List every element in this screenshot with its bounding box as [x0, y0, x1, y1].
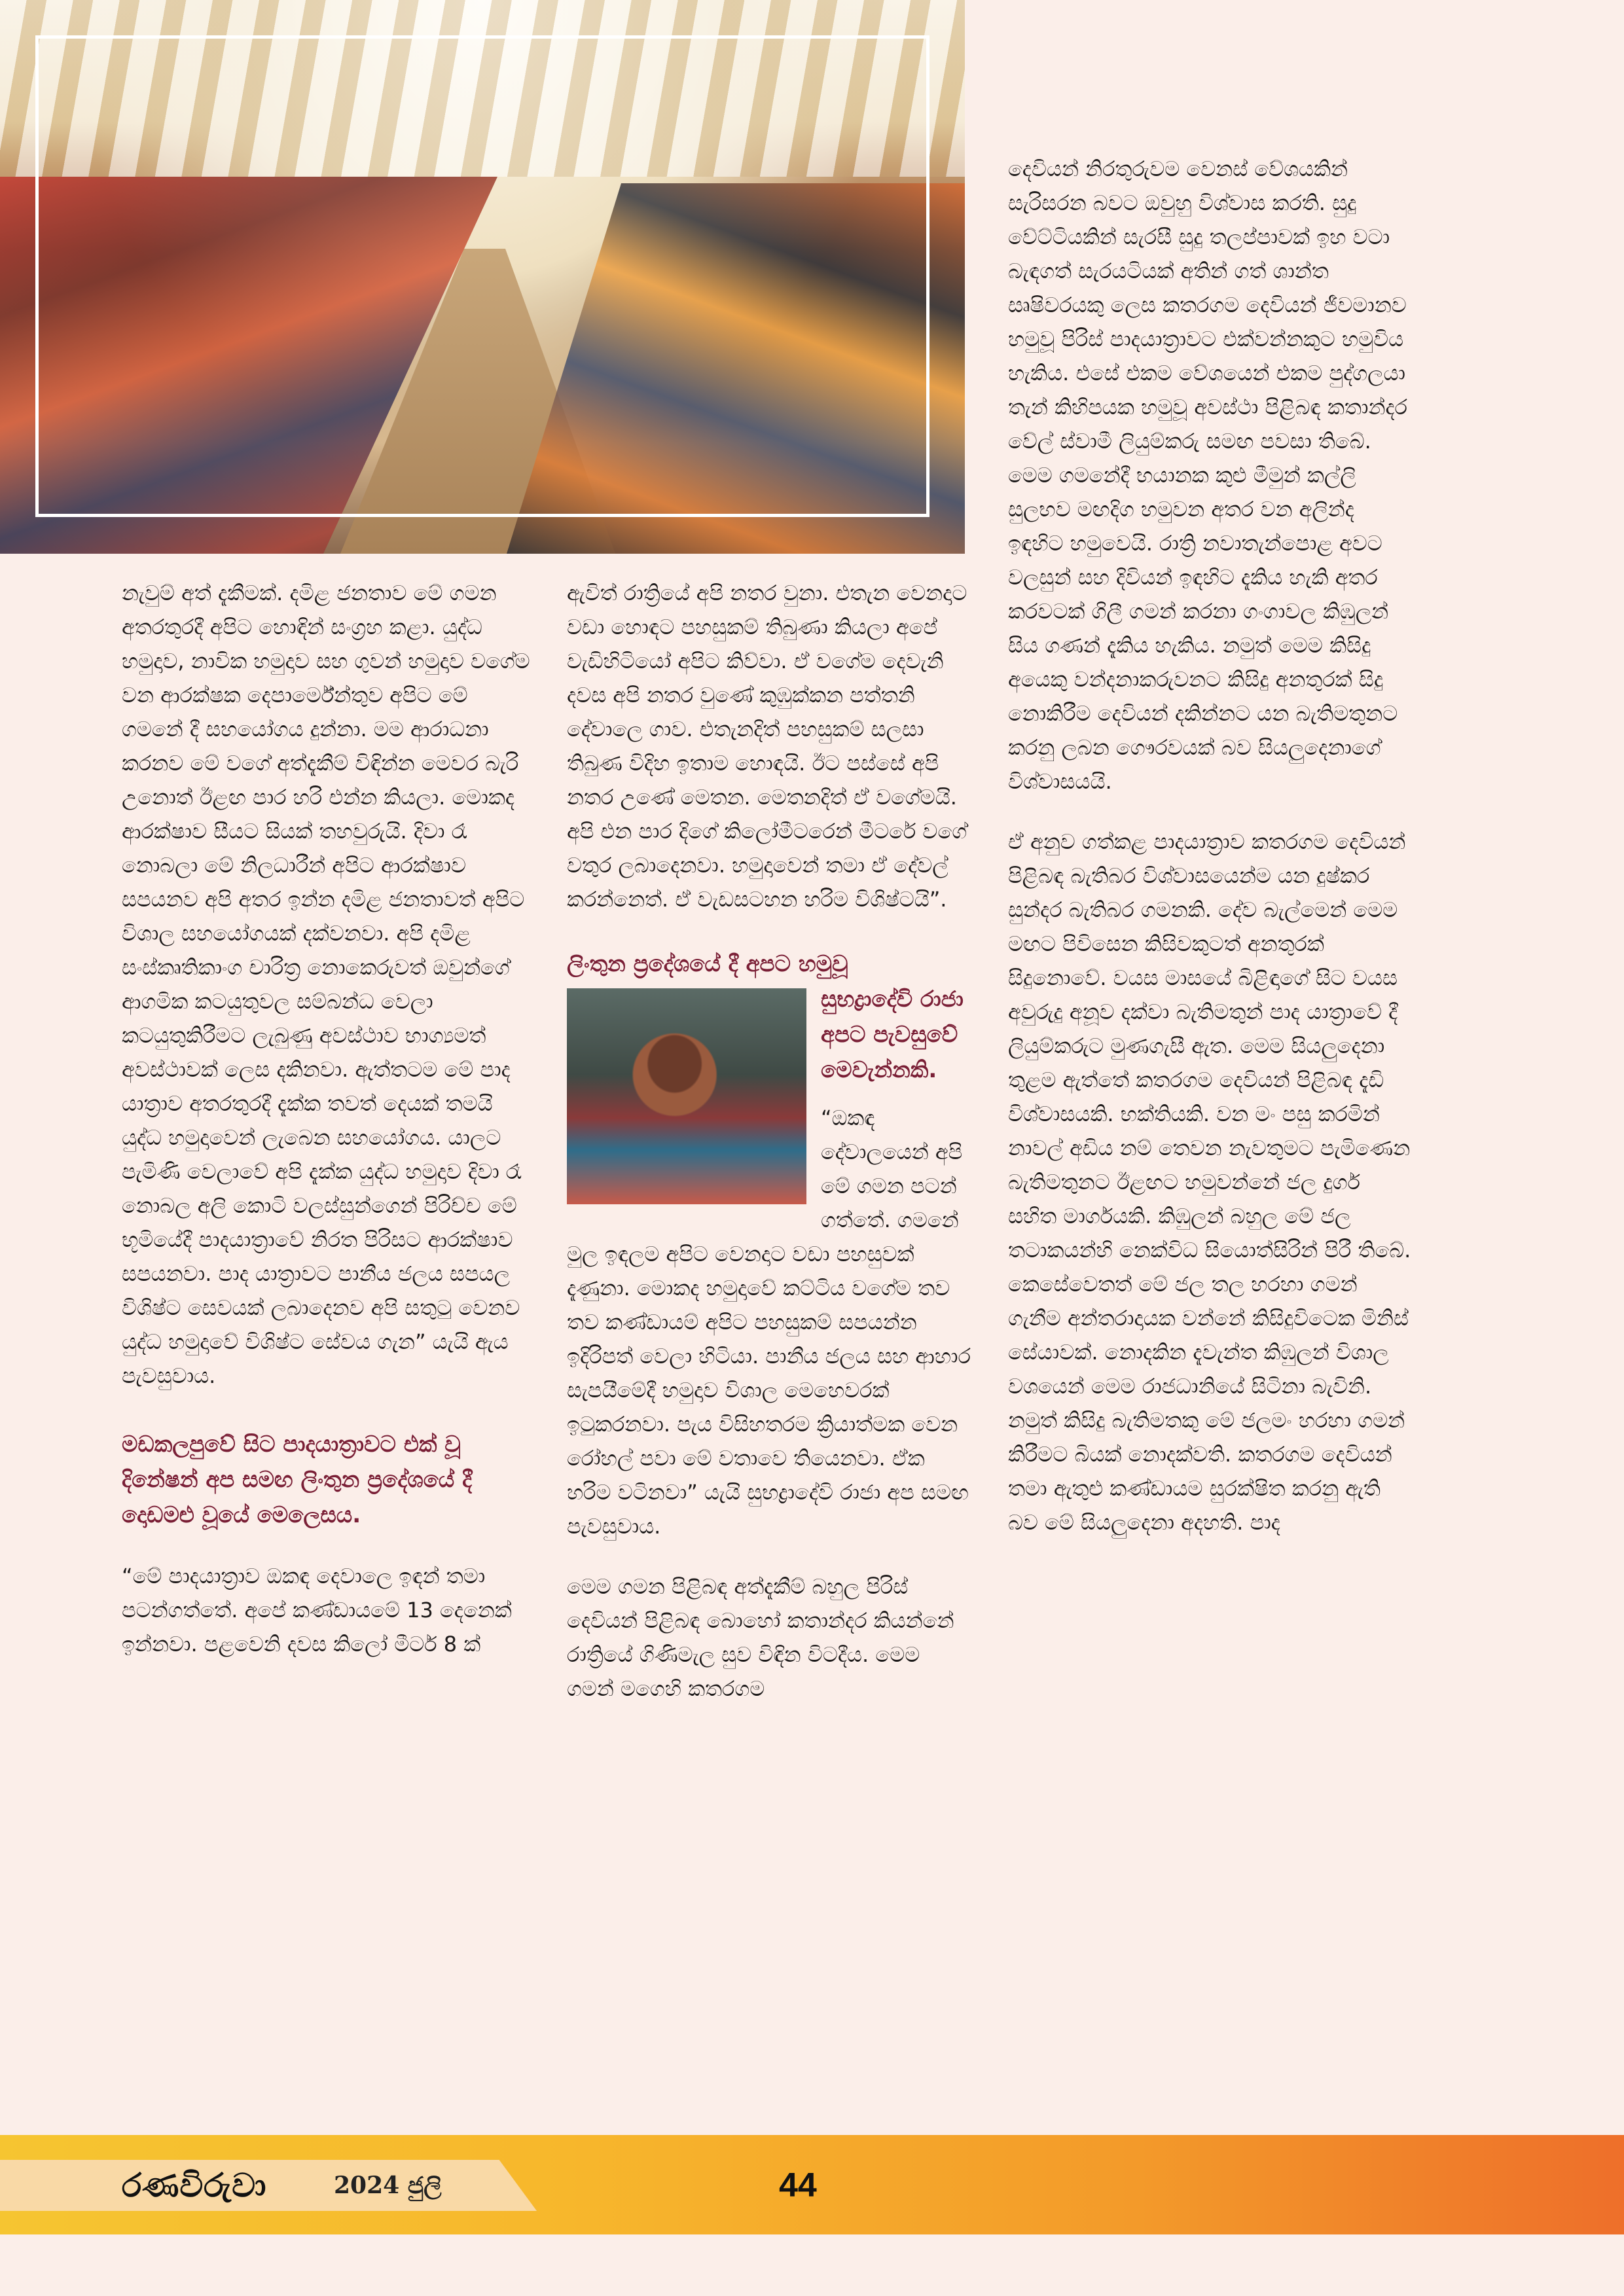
- column-3: [1008, 152, 1414, 1539]
- footer-tab: [0, 2160, 537, 2211]
- col2-paragraph-2: මෙම ගමන පිළිබඳ අත්දැකීම් බහුල පිරිස් දෙවියන් පිළිබඳ බොහෝ කතාන්දර කියන්නේ රාත්‍රියේ ගිණිමැල සුව විඳින විටදීය. මෙම ගමන් මගෙහි කතරගම: [567, 1574, 954, 1701]
- issue-date: 2024 ජුලි: [334, 2172, 442, 2199]
- magazine-logo: රණවිරුවා: [122, 2166, 267, 2204]
- photo-frame: [35, 35, 929, 517]
- col2-portrait-block: [567, 982, 973, 1543]
- col2-quote: “ඔකඳ දේවාලයෙන් අපි මේ ගමන පටන් ගත්තේ. ගමනේ මුල ඉඳලම අපිට වෙනදාට වඩා පහසුවක් දැණුනා. මොකද හමුදාවේ කට්ටිය වගේම තව තව කණ්ඩායම් අපිට පහසුකම් සපයන්න ඉදිරිපත් වෙලා හිටියා. පානීය ජලය සහ ආහාර සැපයීමේදී හමුදාව විශාල මෙහෙවරක් ඉටුකරනවා. පැය විසිහතරම ක්‍රියාත්මක වෙන රෝහල් පවා මේ වතාවෙ තියෙනවා. ඒක හරිම වටිනවා” යැයි සුභද්‍රාදේවි රාජා අප සමඟ පැවසුවාය.: [567, 1105, 971, 1539]
- page-number: 44: [779, 2166, 817, 2204]
- col2-subheading-rest: සුභද්‍රාදේවි රාජා අපට පැවසුවේ මෙවැන්නකි.: [821, 986, 964, 1083]
- column-1: [122, 576, 534, 1661]
- col1-paragraph-1: නැවුම් අත් දැකීමක්. දමිළ ජනතාව මේ ගමන අතරතුරදී අපිට හොඳින් සංග්‍රහ කළා. යුද්ධ හමුදාව, නාවික හමුදාව සහ ගුවන් හමුදාව වගේම වන ආරක්ෂක දෙපාර්මේන්තුව අපිට මේ ගමනේ දී සහයෝගය දුන්නා. මම ආරාධනා කරනව මේ වගේ අත්දැකීම් විඳින්න මෙවර බැරි උනොත් ඊළඟ පාර හරි එන්න කියලා. මොකද ආරක්ෂාව සීයට සියක් තහවුරුයි. දිවා රෑ නොබලා මේ නිලධාරීන් අපිට ආරක්ෂාව සපයනව අපි අතර ඉන්න දමිළ ජනතාවත් අපිට විශාල සහයෝගයක් දක්වනවා. අපි දමිළ සංස්කෘතිකාංග චාරිත්‍ර නොකෙරුවත් ඔවුන්ගේ ආගමික කටයුතුවල සම්බන්ධ වෙලා කටයුතුකිරීමට ලැබුණු අවස්ථාව භාග්‍යමත් අවස්ථාවක් ලෙස දකිනවා. ඇත්තටම මේ පාද යාත්‍රාව අතරතුරදී දැක්ක තවත් දෙයක් තමයි යුද්ධ හමුදාවෙන් ලැබෙන සහයෝගය. යාලට පැමිණි වෙලාවේ අපි දැක්ක යුද්ධ හමුදාව දිවා රෑ නොබල අලි කොටි වලස්සුන්ගෙන් පිරිච්ච මේ භූමියේදී පාදයාත්‍රාවේ නිරත පිරිසට ආරක්ෂාව සපයනවා. පාද යාත්‍රාවට පානීය ජලය සපයල විශිෂ්ට සෙවයක් ලබාදෙනව අපි සතුටු වෙනව යුද්ධ හමුදාවේ විශිෂ්ට සේවය ගැන” යැයි ඇය පැවසුවාය.: [122, 581, 530, 1388]
- col1-subheading: මඩකලපුවේ සිට පාදයාත්‍රාවට එක් වූ දිනේෂන් අප සමඟ ලිංතුන ප්‍රදේශයේ දී දොඩමළු වූයේ මෙලෙසය.: [122, 1431, 473, 1528]
- photo-pilgrims-eating: [0, 0, 965, 554]
- portrait-photo-subhadradevi: [567, 988, 806, 1204]
- col3-paragraph-1: දෙවියන් නිරතුරුවම වෙනස් වේශයකින් සැරිසරන බවට ඔවුහු විශ්වාස කරති. සුදු වේට්ටියකින් සැරසී සුදු තලප්පාවක් ඉහ වටා බැඳගත් සැරයටියක් අතින් ගත් ශාන්ත සෘෂිවරයකු ලෙස කතරගම දෙවියන් ජීවමානව හමුවූ පිරිස් පාදයාත්‍රාවට එක්වන්නකුට හමුවිය හැකිය. එසේ එකම වේශයෙන් එකම පුද්ගලයා තැන් කිහිපයක හමුවූ අවස්ථා පිළිබඳ කතාන්දර වේල් ස්වාමී ලියුම්කරු සමඟ පවසා තිබේ. මෙම ගමනේදී භයානක කුළු මීමුන් කල්ලි සුලභව මඟදිග හමුවන අතර වන අලින්ද ඉඳහිට හමුවෙයි. රාත්‍රි නවාතැන්පොළ අවට වලසුන් සහ දිවියන් ඉඳහිට දැකිය හැකි අතර කරවටක් ගිලී ගමන් කරනා ගංගාවල කිඹුලන් සිය ගණන් දැකිය හැකිය. නමුත් මෙම කිසිදු අයෙකු වන්දනාකරුවනට කිසිදු අනතුරක් සිදු නොකිරීම දෙවියන් දකින්නට යන බැතිමතුනට කරනු ලබන ගෞරවයක් බව සියලුදෙනාගේ විශ්වාසයයි.: [1008, 156, 1407, 794]
- column-2: [567, 576, 973, 1706]
- col1-paragraph-2: “මේ පාදයාත්‍රාව ඔකඳ දෙවාලෙ ඉඳන් තමා පටන්ගත්තේ. අපේ කණ්ඩායමේ 13 දෙනෙක් ඉන්නවා. පළවෙනි දවස කිලෝ මීටර් 8 ක්: [122, 1564, 512, 1657]
- col2-paragraph-1: ඇවිත් රාත්‍රියේ අපි නතර වුනා. එතැන වෙනදාට වඩා හොඳට පහසුකම් තිබුණා කියලා අපේ වැඩිහිටියෝ අපිට කිව්වා. ඒ වගේම දෙවැනි දවස අපි නතර වුණේ කුඹුක්කන පත්තනි දේවාලෙ ගාව. එතැනදිත් පහසුකම් සලසා තිබුණ විදිහ ඉතාම හොඳයි. ඊට පස්සේ අපි නතර උණේ මෙතන. මෙතනදිත් ඒ වගේමයි. අපි එන පාර දිගේ කිලෝමීටරෙන් මීටරේ වගේ වතුර ලබාදෙනවා. හමුදාවෙන් තමා ඒ දේවල් කරන්නෙත්. ඒ වැඩසටහන හරිම විශිෂ්ටයි”.: [567, 581, 967, 912]
- col2-subheading-line1: ලිංතුන ප්‍රදේශයේ දී අපට හමුවූ: [567, 951, 848, 977]
- col3-paragraph-2: ඒ අනුව ගත්කළ පාදයාත්‍රාව කතරගම දෙවියන් පිළිබඳ බැතිබර විශ්වාසයෙන්ම යන දුෂ්කර සුන්දර බැතිබර ගමනකි. දේව බැල්මෙන් මෙම මඟට පිවිසෙන කිසිවකුටත් අනතුරක් සිදුනොවේ. වයස මාසයේ බිළිඳාගේ සිට වයස අවුරුදු අනූව දක්වා බැතිමතුන් පාද යාත්‍රාවේ දී ලියුම්කරුට මුණගැසී ඇත. මෙම සියලුදෙනා තුළම ඇත්තේ කතරගම දෙවියන් පිළිබඳ දැඩි විශ්වාසයකි. භක්තියකි. වන මං පසු කරමින් නාවල් අඩිය නම් තෙවන නැවතුමට පැමිණෙන බැතිමතුනට ඊළඟට හමුවන්නේ ජල දුර්ග සහිත මාර්ගයකි. කිඹුලන් බහුල මේ ජල තටාකයන්හි නෙක්විධ සියොත්සිරින් පිරී තිබේ. කෙසේවෙතත් මේ ජල තල හරහා ගමන් ගැනීම අන්තරාදායක වන්නේ කිසිදුවිටෙක මිනිස් සේයාවක්. නොදකින දැවැන්ත කිඹුලන් විශාල වශයෙන් මෙම රාජධානියේ සිටිනා බැවිනි. නමුත් කිසිදු බැතිමතකු මේ ජලමං හරහා ගමන් කිරීමට බියක් නොදක්වති. කතරගම දෙවියන් තමා ඇතුළු කණ්ඩායම සුරක්ෂිත කරනු ඇති බව මේ සියලුදෙනා අදහති. පාද: [1008, 829, 1411, 1535]
